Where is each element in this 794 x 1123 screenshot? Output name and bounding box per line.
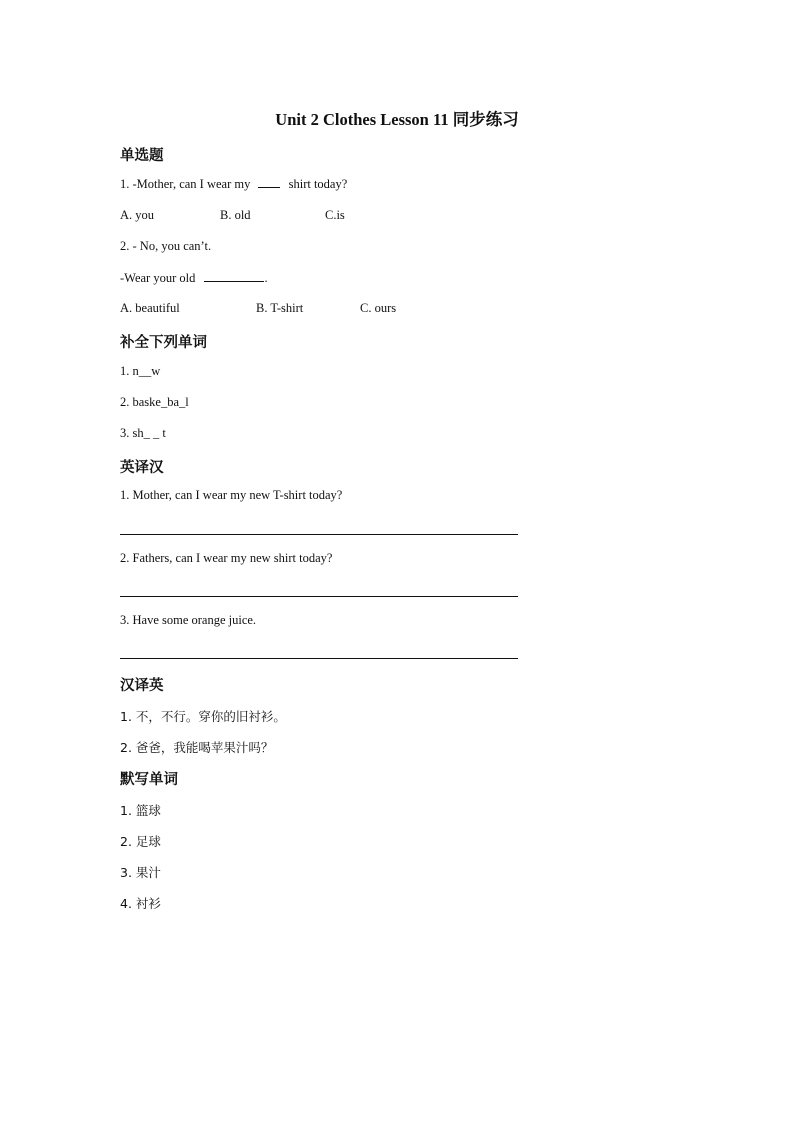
question-2-line-1: 2. - No, you can’t. [120, 239, 212, 253]
option-2b: B. T-shirt [256, 301, 304, 315]
dictation-item-2: 2. 足球 [120, 834, 161, 849]
dictation-item-3: 3. 果汁 [120, 865, 161, 880]
fill-word-item-2: 2. baske_ba_l [120, 395, 189, 409]
option-2a: A. beautiful [120, 301, 180, 315]
option-1a: A. you [120, 208, 155, 222]
section-heading-single-choice: 单选题 [120, 148, 164, 164]
answer-line-2[interactable] [120, 596, 518, 597]
translation-item-3: 3. Have some orange juice. [120, 613, 257, 627]
question-1-suffix: shirt today? [288, 177, 348, 191]
section-heading-cn-to-en: 汉译英 [120, 678, 164, 694]
answer-blank[interactable] [258, 176, 280, 188]
question-1-prefix: 1. -Mother, can I wear my [120, 177, 251, 191]
question-1 [120, 176, 347, 192]
cn-to-en-item-1: 1. 不，不行。穿你的旧衬衫。 [120, 709, 286, 724]
option-1b: B. old [220, 208, 251, 222]
cn-to-en-item-2: 2. 爸爸，我能喝苹果汁吗？ [120, 740, 274, 755]
dictation-item-4: 4. 衬衫 [120, 896, 161, 911]
option-2c: C. ours [360, 301, 397, 315]
fill-word-item-1: 1. n__w [120, 364, 161, 378]
option-1c: C.is [325, 208, 345, 222]
translation-item-1: 1. Mother, can I wear my new T-shirt today? [120, 488, 343, 502]
fill-word-item-3: 3. sh_ _ t [120, 426, 166, 440]
section-heading-en-to-cn: 英译汉 [120, 460, 164, 476]
question-2-suffix: . [264, 271, 268, 285]
question-2-prefix: -Wear your old [120, 271, 196, 285]
dictation-item-1: 1. 篮球 [120, 803, 161, 818]
answer-blank[interactable] [204, 270, 264, 282]
page-title: Unit 2 Clothes Lesson 11 同步练习 [275, 110, 519, 129]
answer-line-1[interactable] [120, 534, 518, 535]
section-heading-dictation: 默写单词 [120, 772, 178, 788]
translation-item-2: 2. Fathers, can I wear my new shirt today? [120, 551, 333, 565]
question-2-line-2 [120, 270, 268, 286]
section-heading-fill-words: 补全下列单词 [120, 335, 207, 351]
answer-line-3[interactable] [120, 658, 518, 659]
